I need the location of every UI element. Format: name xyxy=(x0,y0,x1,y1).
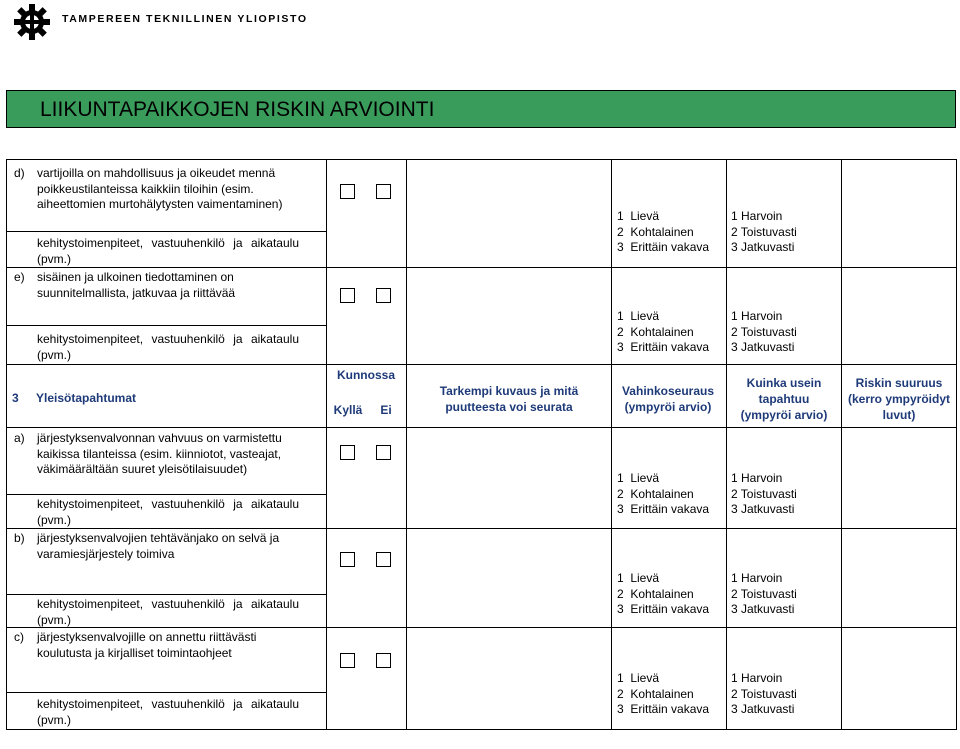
ei-checkbox[interactable] xyxy=(376,552,391,567)
followup-note: kehitystoimenpiteet, vastuuhenkilö ja aikataulu (pvm.) xyxy=(37,332,299,362)
ei-header: Ei xyxy=(380,403,392,417)
severity-scale[interactable]: 1 Lievä 2 Kohtalainen 3 Erittäin vakava xyxy=(617,571,710,616)
university-logo xyxy=(12,2,52,42)
kuvaus-header: Tarkempi kuvaus ja mitä puutteesta voi seurata xyxy=(439,384,579,414)
kunnossa-header: Kunnossa xyxy=(336,368,395,382)
row-text: järjestyksenvalvojien tehtävänjako on selvä ja varamiesjärjestely toimiva xyxy=(37,531,280,561)
ei-checkbox[interactable] xyxy=(376,288,391,303)
row-text: sisäinen ja ulkoinen tiedottaminen on suunnitelmallista, jatkuvaa ja riittävää xyxy=(37,270,236,300)
severity-scale[interactable]: 1 Lievä 2 Kohtalainen 3 Erittäin vakava xyxy=(617,671,710,716)
riskin-suuruus-header: Riskin suuruus (kerro ympyröidyt luvut) xyxy=(847,376,951,422)
followup-note: kehitystoimenpiteet, vastuuhenkilö ja aikataulu (pvm.) xyxy=(37,236,299,266)
ei-checkbox[interactable] xyxy=(376,653,391,668)
title-banner xyxy=(6,90,956,128)
frequency-scale[interactable]: 1 Harvoin 2 Toistuvasti 3 Jatkuvasti xyxy=(731,671,797,716)
row-text: järjestyksenvalvonnan vahvuus on varmistettu kaikissa tilanteissa (esim. kiinniotot, vasteajat, väkimäärältään suuret yleisötilaisuudet) xyxy=(37,431,282,476)
kylla-checkbox[interactable] xyxy=(340,288,355,303)
kylla-checkbox[interactable] xyxy=(340,653,355,668)
kuinka-usein-header: Kuinka usein tapahtuu (ympyröi arvio) xyxy=(740,376,828,422)
row-text: vartijoilla on mahdollisuus ja oikeudet mennä poikkeustilanteissa kaikkiin tiloihin (esim. aiheettomien murtohälytysten vaimentaminen) xyxy=(37,166,283,211)
section-number: 3 xyxy=(12,391,19,405)
followup-note: kehitystoimenpiteet, vastuuhenkilö ja aikataulu (pvm.) xyxy=(37,497,299,527)
frequency-scale[interactable]: 1 Harvoin 2 Toistuvasti 3 Jatkuvasti xyxy=(731,309,797,354)
row-letter: e) xyxy=(14,270,25,284)
page-title: LIIKUNTAPAIKKOJEN RISKIN ARVIOINTI xyxy=(40,98,435,121)
university-name: TAMPEREEN TEKNILLINEN YLIOPISTO xyxy=(62,13,308,25)
severity-scale[interactable]: 1 Lievä 2 Kohtalainen 3 Erittäin vakava xyxy=(617,471,710,516)
row-letter: b) xyxy=(14,531,25,545)
ei-checkbox[interactable] xyxy=(376,445,391,460)
frequency-scale[interactable]: 1 Harvoin 2 Toistuvasti 3 Jatkuvasti xyxy=(731,209,797,254)
severity-scale[interactable]: 1 Lievä 2 Kohtalainen 3 Erittäin vakava xyxy=(617,309,710,354)
vahinkoseuraus-header: Vahinkoseuraus (ympyröi arvio) xyxy=(621,384,715,414)
row-letter: d) xyxy=(14,166,25,180)
row-letter: a) xyxy=(14,431,25,445)
kylla-checkbox[interactable] xyxy=(340,552,355,567)
kylla-header: Kyllä xyxy=(333,403,363,417)
row-text: järjestyksenvalvojille on annettu riittävästi koulutusta ja kirjalliset toimintaohjeet xyxy=(37,630,257,660)
followup-note: kehitystoimenpiteet, vastuuhenkilö ja aikataulu (pvm.) xyxy=(37,697,299,727)
frequency-scale[interactable]: 1 Harvoin 2 Toistuvasti 3 Jatkuvasti xyxy=(731,571,797,616)
followup-note: kehitystoimenpiteet, vastuuhenkilö ja aikataulu (pvm.) xyxy=(37,597,299,627)
kylla-checkbox[interactable] xyxy=(340,184,355,199)
row-letter: c) xyxy=(14,630,24,644)
frequency-scale[interactable]: 1 Harvoin 2 Toistuvasti 3 Jatkuvasti xyxy=(731,471,797,516)
severity-scale[interactable]: 1 Lievä 2 Kohtalainen 3 Erittäin vakava xyxy=(617,209,710,254)
section-title: Yleisötapahtumat xyxy=(36,391,137,405)
ei-checkbox[interactable] xyxy=(376,184,391,199)
gear-logo-icon xyxy=(12,2,52,42)
kylla-checkbox[interactable] xyxy=(340,445,355,460)
